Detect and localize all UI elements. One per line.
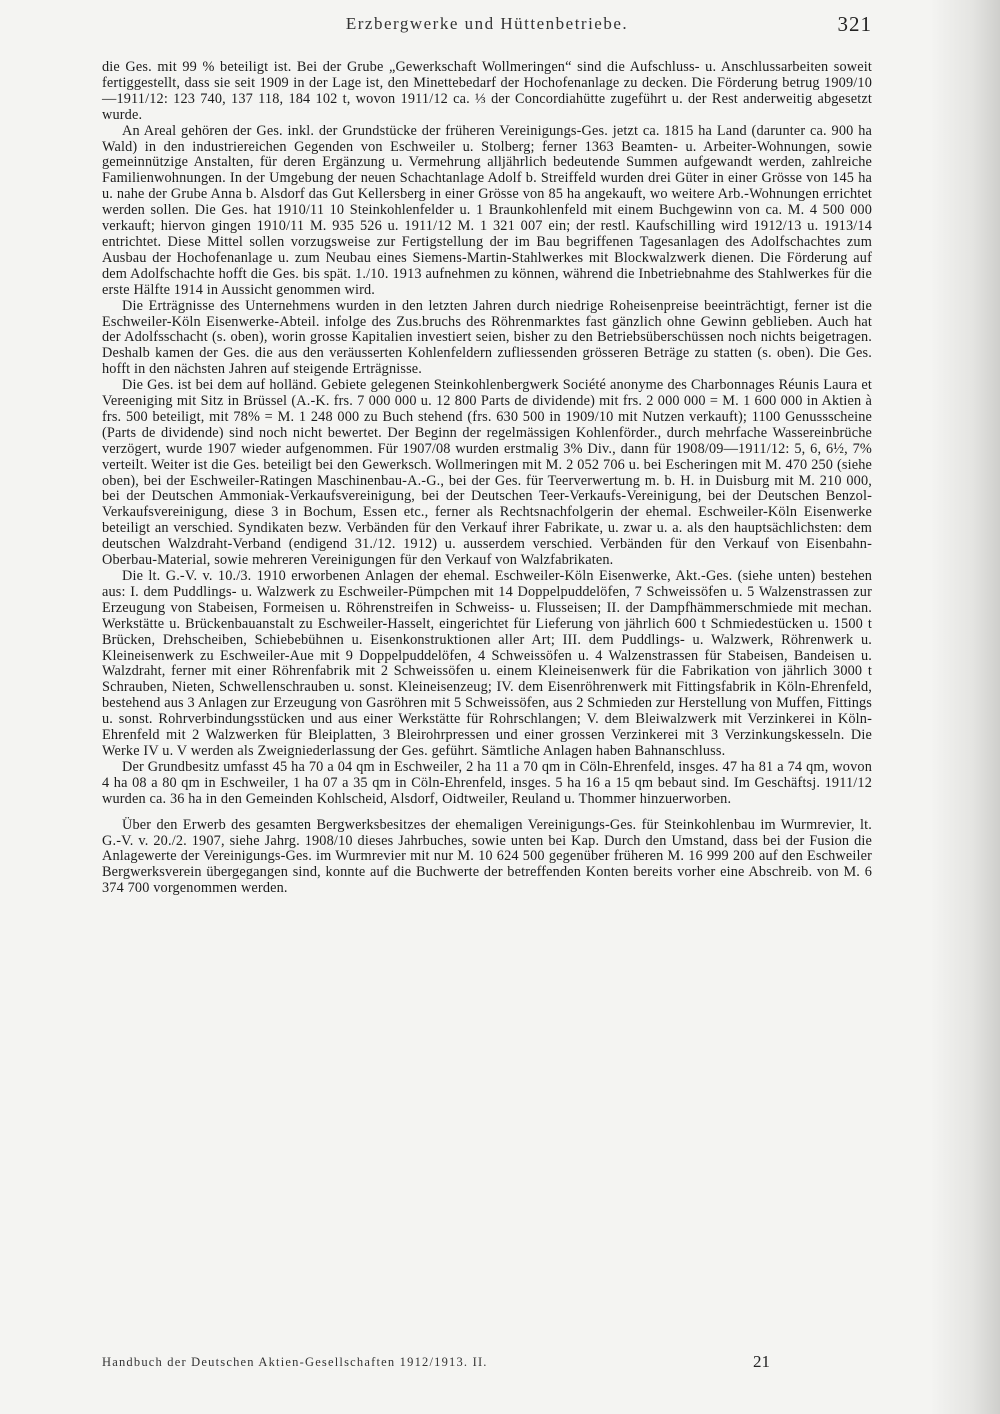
- paragraph-grundbesitz: Der Grundbesitz umfasst 45 ha 70 a 04 qm in Eschweiler, 2 ha 11 a 70 qm in Cöln-Ehrenfeld, insges. 47 ha 81 a 74 qm, wovon 4 ha 08 a 80 qm in Eschweiler, 1 ha 07 a 35 qm in Cöln-Ehrenfeld, insges. 5 ha 16 a 15 qm bebaut sind. Im Geschäftsj. 1911/12 wurden ca. 36 ha in den Gemeinden Kohlscheid, Alsdorf, Oidtweiler, Reuland u. Thommer hinzuerworben.: [102, 758, 872, 807]
- paragraph-anlagen: Die lt. G.-V. v. 10./3. 1910 erworbenen Anlagen der ehemal. Eschweiler-Köln Eisenwerke, Akt.-Ges. (siehe unten) bestehen aus: I. dem Puddlings- u. Walzwerk zu Eschweiler-Pümpchen mit 14 Doppelpuddelöfen, 7 Schweissöfen u. 5 Walzenstrassen zur Erzeugung von Stabeisen, Formeisen u. Röhrenstreifen in Schweiss- u. Flusseisen; II. der Dampfhämmerschmiede mit mechan. Werkstätte u. Brückenbauanstalt zu Eschweiler-Hasselt, eingerichtet für Lieferung von jährlich 600 t Schmiedestücken u. 1500 t Brücken, Drehscheiben, Schiebebühnen u. Eisenkonstruktionen aller Art; III. dem Puddlings- u. Walzwerk, Röhrenwerk u. Kleineisenwerk zu Eschweiler-Aue mit 9 Doppelpuddelöfen, 4 Schweissöfen u. 4 Walzenstrassen für Stabeisen, Bandeisen u. Walzdraht, ferner mit einer Röhrenfabrik mit 2 Schweissöfen u. einem Kleineisenwerk für die Fabrikation von jährlich 3000 t Schrauben, Nieten, Schwellenschrauben u. sonst. Kleineisenzeug; IV. dem Eisenröhrenwerk mit Fittingsfabrik in Köln-Ehrenfeld, bestehend aus 3 Anlagen zur Erzeugung von Gasröhren mit 5 Schweissöfen, aus 2 Schmieden zur Herstellung von Muffen, Fittings u. sonst. Rohrverbindungsstücken und aus einer Werkstätte für Rohrschlangen; V. dem Bleiwalzwerk mit Verzinkerei in Köln-Ehrenfeld mit 2 Walzwerken für Bleiplatten, 3 Bleirohrpressen und einer grossen Verzinkerei mit 3 Verzinkungskesseln. Die Werke IV u. V werden als Zweigniederlassung der Ges. geführt. Sämtliche Anlagen haben Bahnanschluss.: [102, 568, 872, 759]
- page-number: 321: [837, 12, 872, 36]
- paragraph-beteiligungen: Die Ges. ist bei dem auf holländ. Gebiete gelegenen Steinkohlenbergwerk Société anonyme des Charbonnages Réunis Laura et Vereeniging mit Sitz in Brüssel (A.-K. frs. 7 000 000 u. 12 800 Parts de dividende) mit frs. 2 000 000 = M. 1 600 000 in Aktien à frs. 500 beteiligt, mit 78% = M. 1 248 000 zu Buch stehend (frs. 630 500 in 1909/10 mit Nutzen verkauft); 1100 Genussscheine (Parts de dividende) sind noch nicht bewertet. Der Beginn der regelmässigen Kohlenförder., durch mehrfache Wassereinbrüche verzögert, wurde 1907 wieder aufgenommen. Für 1907/08 wurden erstmalig 3% Div., dann für 1908/09—1911/12: 5, 6, 6½, 7% verteilt. Weiter ist die Ges. beteiligt bei den Gewerksch. Wollmeringen mit M. 2 052 706 u. bei Escheringen mit M. 470 250 (siehe oben), bei der Eschweiler-Ratingen Maschinenbau-A.-G., bei der Ges. für Teerverwertung m. b. H. in Duisburg mit M. 210 000, bei der Deutschen Ammoniak-Verkaufsvereinigung, bei der Deutschen Teer-Verkaufs-Vereinigung, bei der Deutschen Benzol-Verkaufsvereinigung, diese 3 in Bochum, Essen etc., ferner als Rechtsnachfolgerin der ehemal. Eschweiler-Köln Eisenwerke beteiligt an verschied. Syndikaten bezw. Verbänden für den Verkauf ihrer Fabrikate, u. zwar u. a. als den hauptsächlichsten: dem deutschen Walzdraht-Verband (endigend 31./12. 1912) u. ausserdem verschied. Verbänden für den Verkauf von Eisenbahn-Oberbau-Material, sowie mehreren Vereinigungen für den Verkauf von Walzfabrikaten.: [102, 377, 872, 569]
- paragraph-areal: An Areal gehören der Ges. inkl. der Grundstücke der früheren Vereinigungs-Ges. jetzt ca. 1815 ha Land (darunter ca. 900 ha Wald) in den industriereichen Gegenden von Eschweiler u. Stolberg; ferner 1363 Beamten- u. Arbeiter-Wohnungen, sowie gemeinnützige Anstalten, für deren Ergänzung u. Vermehrung alljährlich bedeutende Summen aufgewandt werden, zahlreiche Familienwohnungen. In der Umgebung der neuen Schachtanlage Adolf b. Streiffeld wurden drei Güter in einer Grösse von 145 ha u. nahe der Grube Anna b. Alsdorf das Gut Kellersberg in einer Grösse von 85 ha angekauft, wo weitere Arb.-Wohnungen errichtet werden sollen. Die Ges. hat 1910/11 10 Steinkohlenfelder u. 1 Braunkohlenfeld mit einem Buchgewinn von ca. M. 4 500 000 verkauft; hiervon gingen 1910/11 M. 935 526 u. 1911/12 M. 1 321 007 ein; der restl. Kaufschilling wird 1912/13 u. 1913/14 entrichtet. Diese Mittel sollen vorzugsweise zur Fertigstellung der im Bau begriffenen Tagesanlagen des Adolfschachtes zum Ausbau der Hochofenanlage u. zum Neubau eines Siemens-Martin-Stahlwerkes mit Blockwalzwerk dienen. Die Förderung auf dem Adolfschachte hofft die Ges. bis spät. 1./10. 1913 aufnehmen zu können, während die Inbetriebnahme des Stahlwerkes für die erste Hälfte 1914 in Aussicht genommen wird.: [102, 122, 872, 298]
- page-header: [102, 14, 872, 44]
- paragraph-erwerb: Über den Erwerb des gesamten Bergwerksbesitzes der ehemaligen Vereinigungs-Ges. für Steinkohlenbau im Wurmrevier, lt. G.-V. v. 20./2. 1907, siehe Jahrg. 1908/10 dieses Jahrbuches, sowie unten bei Kap. Durch den Umstand, dass bei der Fusion die Anlagewerte der Vereinigungs-Ges. im Wurmrevier mit nur M. 10 624 500 gegenüber früheren M. 16 999 200 auf den Eschweiler Bergwerksverein übergegangen sind, konnte auf die Buchwerte der betreffenden Konten bereits vorher eine Abschreib. von M. 6 374 700 vorgenommen werden.: [102, 816, 872, 897]
- page-footer: [102, 1353, 872, 1375]
- paragraph-wollmeringen: die Ges. mit 99 % beteiligt ist. Bei der Grube „Gewerkschaft Wollmeringen“ sind die Aufschluss- u. Anschlussarbeiten soweit fertiggestellt, dass sie seit 1909 in der Lage ist, den Minettebedarf der Hochofenanlage zu decken. Die Förderung betrug 1909/10—1911/12: 123 740, 137 118, 184 102 t, wovon 1911/12 ca. ⅓ der Concordiahütte zugeführt u. der Rest anderweitig abgesetzt wurde.: [102, 59, 872, 123]
- page-edge-shadow: [930, 0, 1000, 1414]
- paragraph-ertraegnisse: Die Erträgnisse des Unternehmens wurden in den letzten Jahren durch niedrige Roheisenpreise beeinträchtigt, ferner ist die Eschweiler-Köln Eisenwerke-Abteil. infolge des Zus.bruchs des Röhrenmarktes fast gänzlich ohne Gewinn geblieben. Auch hat der Adolfsschacht (s. oben), worin grosse Kapitalien investiert seien, bisher zu den Betriebsüberschüssen noch nichts beigetragen. Deshalb kamen der Ges. die aus den veräusserten Kohlenfeldern zufliessenden grösseren Beträge zu statten (s. oben). Die Ges. hofft in den nächsten Jahren auf steigende Erträgnisse.: [102, 297, 872, 378]
- footer-signature-mark: 21: [753, 1352, 770, 1371]
- body-text: [102, 60, 872, 897]
- footer-publication: Handbuch der Deutschen Aktien-Gesellschaften 1912/1913. II.: [102, 1355, 488, 1369]
- running-title: Erzbergwerke und Hüttenbetriebe.: [345, 14, 629, 33]
